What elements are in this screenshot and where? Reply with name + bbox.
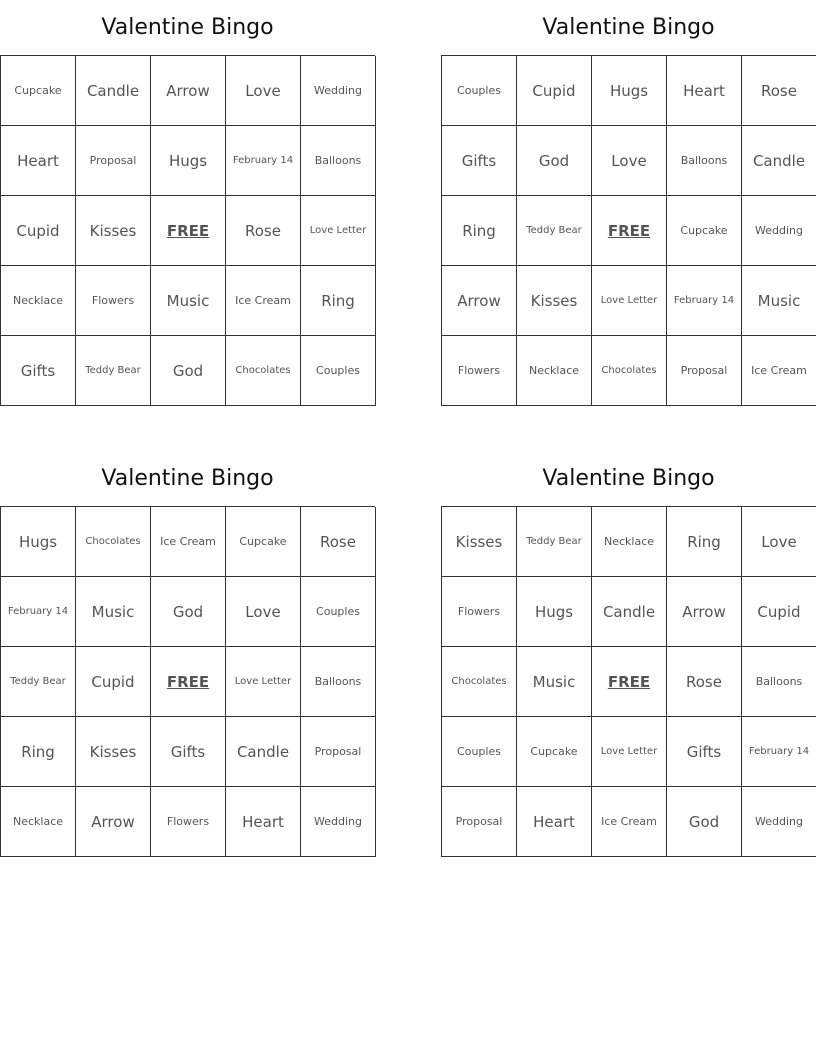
bingo-cell: Proposal: [442, 787, 517, 857]
free-space-cell: FREE: [151, 647, 226, 717]
bingo-cell: Wedding: [301, 787, 376, 857]
bingo-cell: Music: [151, 266, 226, 336]
bingo-cell: Heart: [1, 126, 76, 196]
bingo-card-4: [441, 451, 816, 857]
bingo-cell: Love: [226, 56, 301, 126]
free-space-cell: FREE: [592, 196, 667, 266]
bingo-grid: [0, 55, 375, 406]
bingo-cell: Teddy Bear: [517, 196, 592, 266]
bingo-cell: Candle: [592, 577, 667, 647]
bingo-cell: Hugs: [592, 56, 667, 126]
bingo-cell: Kisses: [76, 717, 151, 787]
bingo-cell: Balloons: [301, 126, 376, 196]
bingo-cell: Kisses: [76, 196, 151, 266]
bingo-cell: Cupcake: [1, 56, 76, 126]
bingo-cell: Rose: [226, 196, 301, 266]
bingo-cell: Cupid: [517, 56, 592, 126]
bingo-cell: Ice Cream: [151, 507, 226, 577]
free-space-cell: FREE: [592, 647, 667, 717]
bingo-cell: Arrow: [667, 577, 742, 647]
bingo-cell: Cupid: [1, 196, 76, 266]
bingo-cell: God: [151, 577, 226, 647]
bingo-card-3: [0, 451, 375, 857]
bingo-cell: Gifts: [442, 126, 517, 196]
bingo-cell: Love Letter: [301, 196, 376, 266]
free-space-cell: FREE: [151, 196, 226, 266]
bingo-cell: Love Letter: [226, 647, 301, 717]
bingo-cell: Teddy Bear: [517, 507, 592, 577]
bingo-cell: Cupcake: [517, 717, 592, 787]
bingo-cell: Cupcake: [667, 196, 742, 266]
bingo-cell: God: [151, 336, 226, 406]
bingo-cell: Kisses: [442, 507, 517, 577]
bingo-card-1: [0, 0, 375, 406]
card-title: Valentine Bingo: [101, 466, 274, 491]
bingo-cell: Heart: [226, 787, 301, 857]
bingo-cell: Couples: [442, 56, 517, 126]
bingo-cell: Balloons: [301, 647, 376, 717]
bingo-cell: Love Letter: [592, 717, 667, 787]
bingo-cell: Ice Cream: [226, 266, 301, 336]
bingo-cell: February 14: [1, 577, 76, 647]
bingo-cell: Gifts: [151, 717, 226, 787]
bingo-cell: Music: [742, 266, 816, 336]
bingo-cell: Heart: [667, 56, 742, 126]
bingo-cell: Couples: [442, 717, 517, 787]
bingo-grid: [441, 506, 816, 857]
bingo-cell: Hugs: [1, 507, 76, 577]
bingo-cell: Balloons: [667, 126, 742, 196]
bingo-cell: Flowers: [442, 577, 517, 647]
bingo-cell: Candle: [742, 126, 816, 196]
bingo-cell: Arrow: [442, 266, 517, 336]
bingo-cell: Gifts: [1, 336, 76, 406]
bingo-cell: Necklace: [1, 787, 76, 857]
bingo-cell: Balloons: [742, 647, 816, 717]
bingo-cell: Proposal: [76, 126, 151, 196]
bingo-cell: Chocolates: [442, 647, 517, 717]
bingo-cell: Ring: [301, 266, 376, 336]
bingo-cell: Arrow: [76, 787, 151, 857]
bingo-card-2: [441, 0, 816, 406]
bingo-cell: Flowers: [76, 266, 151, 336]
bingo-cell: February 14: [742, 717, 816, 787]
bingo-cell: Ring: [667, 507, 742, 577]
bingo-cell: Wedding: [742, 787, 816, 857]
bingo-cell: Flowers: [151, 787, 226, 857]
bingo-cell: Hugs: [517, 577, 592, 647]
bingo-cell: Music: [517, 647, 592, 717]
bingo-cell: Cupid: [76, 647, 151, 717]
bingo-cell: Couples: [301, 577, 376, 647]
bingo-cell: February 14: [226, 126, 301, 196]
bingo-cell: Ring: [442, 196, 517, 266]
bingo-cell: Wedding: [301, 56, 376, 126]
bingo-cell: Teddy Bear: [1, 647, 76, 717]
bingo-cell: Rose: [742, 56, 816, 126]
bingo-cell: Ice Cream: [592, 787, 667, 857]
bingo-cell: Candle: [226, 717, 301, 787]
bingo-cell: Ice Cream: [742, 336, 816, 406]
card-title: Valentine Bingo: [542, 15, 715, 40]
bingo-cell: Necklace: [1, 266, 76, 336]
bingo-cell: God: [517, 126, 592, 196]
bingo-cell: Gifts: [667, 717, 742, 787]
bingo-cell: Rose: [301, 507, 376, 577]
card-title: Valentine Bingo: [542, 466, 715, 491]
bingo-cell: Teddy Bear: [76, 336, 151, 406]
bingo-cell: Cupcake: [226, 507, 301, 577]
bingo-cell: God: [667, 787, 742, 857]
bingo-cell: February 14: [667, 266, 742, 336]
bingo-cell: Kisses: [517, 266, 592, 336]
bingo-cell: Chocolates: [76, 507, 151, 577]
bingo-cell: Flowers: [442, 336, 517, 406]
bingo-cell: Couples: [301, 336, 376, 406]
bingo-cell: Proposal: [667, 336, 742, 406]
bingo-cell: Ring: [1, 717, 76, 787]
bingo-cell: Wedding: [742, 196, 816, 266]
bingo-cell: Rose: [667, 647, 742, 717]
bingo-cell: Love: [742, 507, 816, 577]
bingo-cell: Candle: [76, 56, 151, 126]
bingo-cell: Necklace: [592, 507, 667, 577]
bingo-cell: Proposal: [301, 717, 376, 787]
bingo-cell: Hugs: [151, 126, 226, 196]
bingo-cell: Chocolates: [226, 336, 301, 406]
bingo-cell: Chocolates: [592, 336, 667, 406]
bingo-cell: Love: [592, 126, 667, 196]
card-title: Valentine Bingo: [101, 15, 274, 40]
bingo-cell: Cupid: [742, 577, 816, 647]
bingo-cell: Love: [226, 577, 301, 647]
bingo-grid: [0, 506, 375, 857]
bingo-cell: Arrow: [151, 56, 226, 126]
bingo-cell: Heart: [517, 787, 592, 857]
bingo-grid: [441, 55, 816, 406]
bingo-cell: Love Letter: [592, 266, 667, 336]
bingo-cell: Necklace: [517, 336, 592, 406]
bingo-cell: Music: [76, 577, 151, 647]
